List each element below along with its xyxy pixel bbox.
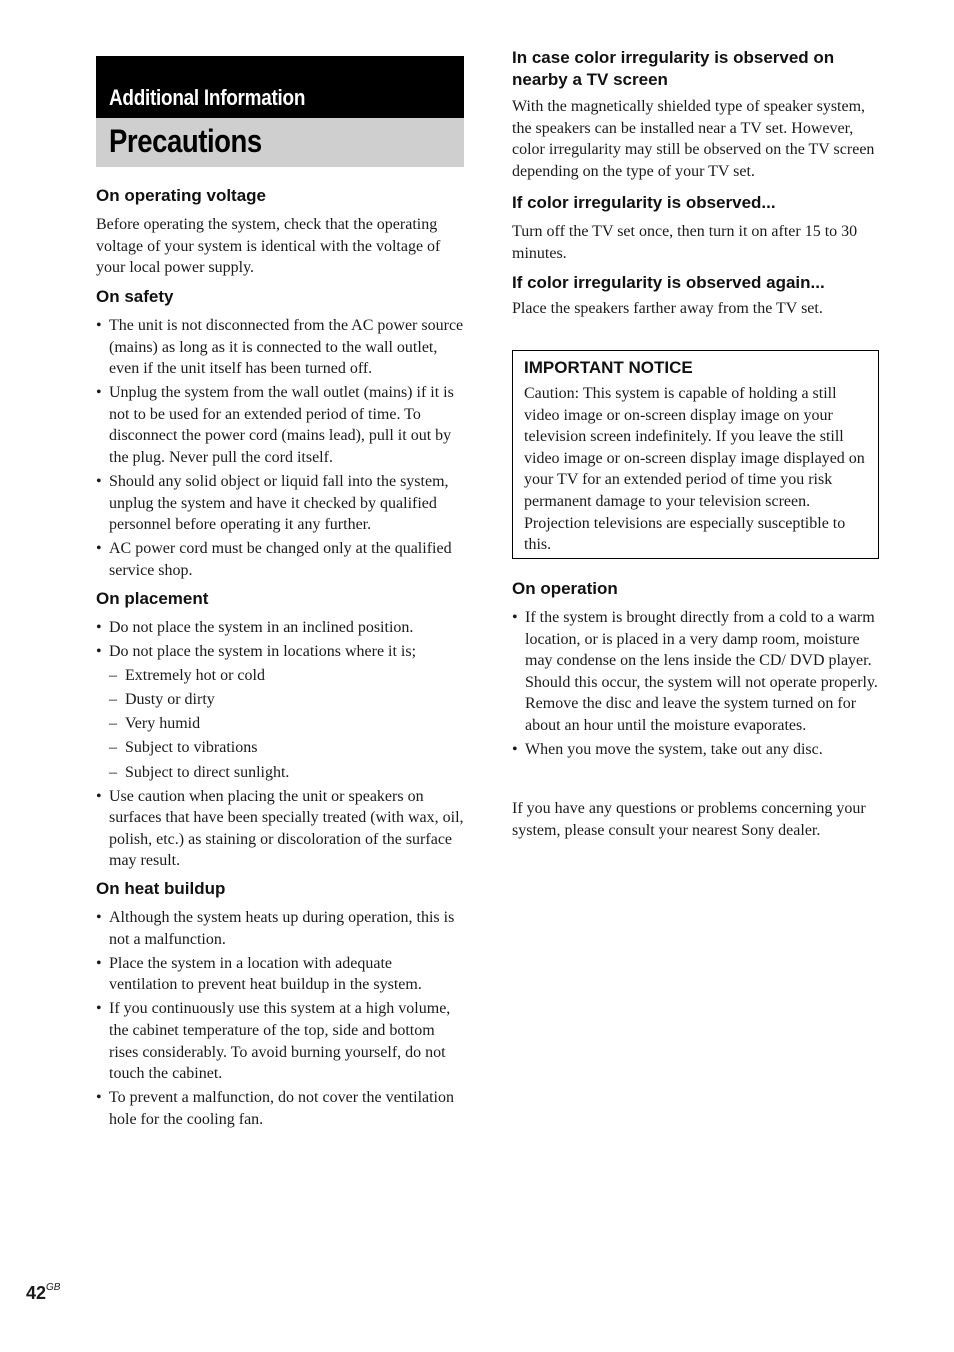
list-item: • If the system is brought directly from a cold to a warm location, or is placed in a very damp room, moisture may condense on the lens inside the CD/ DVD player. Should this occur, the system will not operate properly. Remove the disc and leave the system turned on for about an hour until the moisture evaporates. (512, 607, 880, 737)
section-safety (96, 286, 464, 584)
section-heading: If color irregularity is observed again... (512, 273, 825, 292)
sub-list-item: – Subject to direct sunlight. (96, 762, 464, 784)
page-title-banner (96, 118, 464, 167)
sub-list-item: – Very humid (96, 713, 464, 735)
bullet-list (96, 315, 464, 582)
list-item: • If you continuously use this system at a high volume, the cabinet temperature of the top, side and bottom rises considerably. To avoid burning yourself, do not touch the cabinet. (96, 998, 464, 1084)
section-heading: In case color irregularity is observed on nearby a TV screen (512, 48, 835, 89)
important-notice-box (512, 350, 879, 559)
list-item: • Do not place the system in locations where it is; (96, 641, 464, 663)
section-if-observed-again (512, 272, 880, 320)
closing-paragraph (512, 798, 880, 841)
list-item: • When you move the system, take out any disc. (512, 739, 880, 761)
list-item: • AC power cord must be changed only at the qualified service shop. (96, 538, 464, 581)
section-heading: On heat buildup (96, 879, 226, 898)
notice-heading: IMPORTANT NOTICE (524, 358, 693, 377)
list-item: • Although the system heats up during operation, this is not a malfunction. (96, 907, 464, 950)
page-title: Precautions (109, 123, 262, 159)
page-number: 42 (26, 1283, 47, 1303)
list-item: • Use caution when placing the unit or speakers on surfaces that have been specially treated (with wax, oil, polish, etc.) as staining or discoloration of the surface may result. (96, 786, 464, 872)
list-item: • Place the system in a location with adequate ventilation to prevent heat buildup in the system. (96, 953, 464, 996)
notice-text: Caution: This system is capable of holding a still video image or on-screen display image on your television screen indefinitely. If you leave the still video image or on-screen display image displayed on your TV for an extended period of time you risk permanent damage to your television screen. Projection televisions are especially susceptible to this. (524, 385, 865, 554)
list-item: • To prevent a malfunction, do not cover the ventilation hole for the cooling fan. (96, 1087, 464, 1130)
bullet-list (96, 907, 464, 1130)
section-text: Turn off the TV set once, then turn it on after 15 to 30 minutes. (512, 223, 858, 262)
page-footer (26, 1283, 60, 1304)
list-item: • Do not place the system in an inclined position. (96, 617, 464, 639)
section-text: Before operating the system, check that the operating voltage of your system is identical with the voltage of your local power supply. (96, 216, 441, 277)
section-heading: If color irregularity is observed... (512, 193, 776, 212)
section-text: With the magnetically shielded type of speaker system, the speakers can be installed near a TV set. However, color irregularity may still be observed on the TV screen depending on the type of your TV set. (512, 98, 875, 180)
section-color-irregularity (512, 47, 880, 182)
section-title: Additional Information (109, 85, 306, 110)
sub-list-item: – Dusty or dirty (96, 689, 464, 711)
list-item: • The unit is not disconnected from the AC power source (mains) as long as it is connected to the wall outlet, even if the unit itself has been turned off. (96, 315, 464, 380)
list-item: • Unplug the system from the wall outlet (mains) if it is not to be used for an extended period of time. To disconnect the power cord (mains lead), pull it out by the plug. Never pull the cord itself. (96, 382, 464, 468)
section-placement (96, 588, 464, 875)
section-heading: On operation (512, 579, 618, 598)
list-item: • Should any solid object or liquid fall into the system, unplug the system and have it checked by qualified personnel before operating it any further. (96, 471, 464, 536)
region-code: GB (46, 1282, 61, 1293)
section-operating-voltage (96, 185, 464, 279)
section-heading: On placement (96, 589, 209, 608)
section-heading: On safety (96, 287, 174, 306)
section-banner (96, 56, 464, 118)
section-operation (512, 578, 880, 763)
sub-list-item: – Extremely hot or cold (96, 665, 464, 687)
sub-list-item: – Subject to vibrations (96, 737, 464, 759)
section-text: Place the speakers farther away from the TV set. (512, 300, 823, 317)
closing-text: If you have any questions or problems concerning your system, please consult your nearest Sony dealer. (512, 800, 866, 839)
section-if-observed (512, 192, 880, 264)
section-heat-buildup (96, 878, 464, 1133)
section-heading: On operating voltage (96, 186, 267, 205)
bullet-list (96, 617, 464, 872)
bullet-list (512, 607, 880, 761)
